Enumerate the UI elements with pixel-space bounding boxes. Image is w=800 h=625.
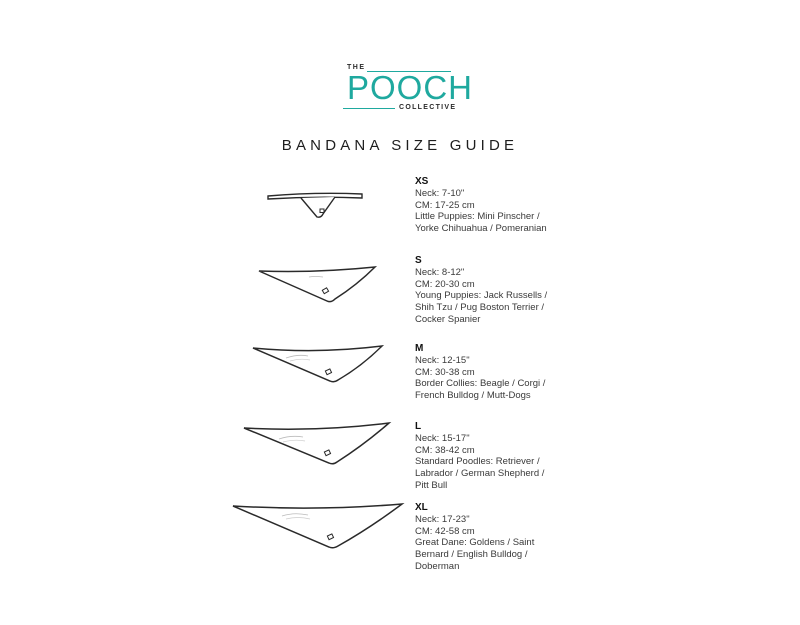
breeds-xl-line-3: Doberman [415,560,460,572]
size-label-s: S [415,255,422,266]
neck-measure-xs: Neck: 7-10" [415,187,465,199]
bandana-xs-illustration [265,188,365,220]
breeds-l-line-1: Standard Poodles: Retriever / [415,456,540,468]
breeds-xl-line-1: Great Dane: Goldens / Saint [415,537,535,549]
breeds-xs-line-2: Yorke Chihuahua / Pomeranian [415,223,547,235]
size-label-l: L [415,421,422,432]
cm-measure-xl: CM: 42-58 cm [415,525,475,537]
cm-measure-s: CM: 20-30 cm [415,278,475,290]
size-label-xs: XS [415,176,429,187]
logo-the-text: THE [347,64,366,71]
bandana-xl-illustration [230,498,405,550]
neck-measure-xl: Neck: 17-23" [415,513,470,525]
cm-measure-m: CM: 30-38 cm [415,366,475,378]
breeds-xl-line-2: Bernard / English Bulldog / [415,549,528,561]
breeds-s-line-3: Cocker Spanier [415,313,481,325]
size-label-xl: XL [415,502,428,513]
bandana-s-illustration [257,265,379,305]
logo-pooch-text: POOCH [347,69,474,106]
breeds-l-line-2: Labrador / German Shepherd / [415,468,545,480]
breeds-m-line-1: Border Collies: Beagle / Corgi / [415,378,546,390]
logo-line-bottom [343,108,395,109]
breeds-s-line-1: Young Puppies: Jack Russells / [415,290,548,302]
size-label-m: M [415,343,424,354]
bandana-l-illustration [241,418,393,466]
bandana-m-illustration [250,342,386,384]
page-title: BANDANA SIZE GUIDE [281,137,519,154]
logo-collective-text: COLLECTIVE [399,104,457,111]
neck-measure-s: Neck: 8-12" [415,266,465,278]
neck-measure-l: Neck: 15-17" [415,432,470,444]
pooch-collective-logo [343,64,474,120]
breeds-xs-line-1: Little Puppies: Mini Pinscher / [415,211,540,223]
cm-measure-xs: CM: 17-25 cm [415,199,475,211]
neck-measure-m: Neck: 12-15" [415,354,470,366]
cm-measure-l: CM: 38-42 cm [415,444,475,456]
breeds-m-line-2: French Bulldog / Mutt-Dogs [415,390,531,402]
breeds-l-line-3: Pitt Bull [415,479,448,491]
breeds-s-line-2: Shih Tzu / Pug Boston Terrier / [415,302,545,314]
